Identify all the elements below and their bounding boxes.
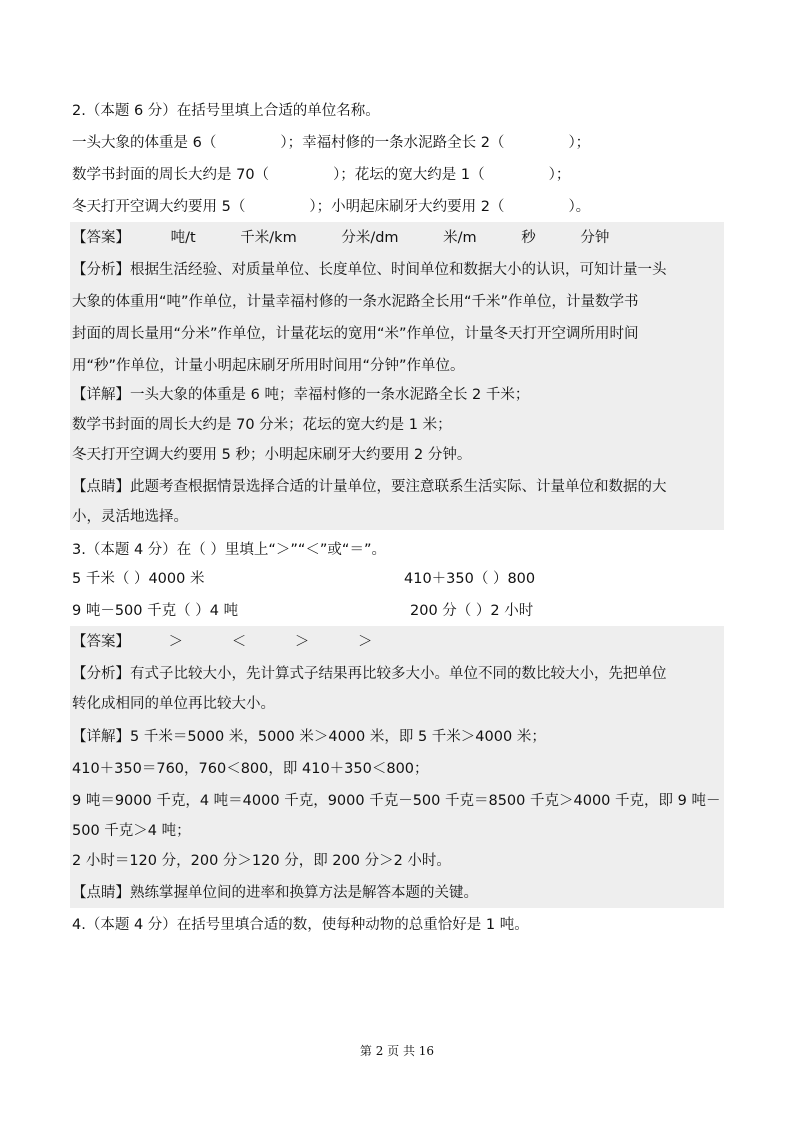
q3-detail-line: 【详解】5 千米＝5000 米，5000 米＞4000 米，即 5 千米＞4000 米； (72, 729, 546, 745)
q2-analysis-line: 大象的体重用“吨”作单位，计量幸福村修的一条水泥路全长用“千米”作单位，计量数学书 (72, 294, 639, 310)
q2-comment-line: 【点睛】此题考查根据情景选择合适的计量单位，要注意联系生活实际、计量单位和数据的大 (72, 479, 667, 495)
q2-analysis-line: 【分析】根据生活经验、对质量单位、长度单位、时间单位和数据大小的认识，可知计量一头 (72, 262, 667, 278)
q2-detail-line: 数学书封面的周长大约是 70 分米；花坛的宽大约是 1 米； (72, 417, 452, 433)
answer-item: ＞ (168, 634, 184, 650)
q2-comment-line: 小，灵活地选择。 (72, 509, 188, 525)
q3-stem: 3.（本题 4 分）在（ ）里填上“＞”“＜”或“＝”。 (72, 542, 386, 558)
answer-label: 【答案】 (72, 230, 130, 246)
q2-text: 数学书封面的周长大约是 70（ (72, 167, 270, 183)
answer-item: 秒 (521, 230, 536, 246)
q3-row-1-right: 410＋350（ ）800 (404, 571, 536, 587)
answer-item: ＞ (357, 634, 373, 650)
q2-text: ）；花坛的宽大约是 1（ (333, 167, 485, 183)
q3-row-1-left: 5 千米（ ）4000 米 (72, 571, 205, 587)
q2-analysis-line: 用“秒”作单位，计量小明起床刷牙所用时间用“分钟”作单位。 (72, 358, 465, 374)
q2-answer-line (72, 223, 609, 253)
answer-item: 分米/dm (341, 230, 399, 246)
q2-analysis-line: 封面的周长量用“分米”作单位，计量花坛的宽用“米”作单位，计量冬天打开空调所用时间 (72, 326, 639, 342)
q2-detail-line: 冬天打开空调大约要用 5 秒；小明起床刷牙大约要用 2 分钟。 (72, 447, 472, 463)
answer-item: 米/m (443, 230, 477, 246)
answer-item: 千米/km (240, 230, 297, 246)
q3-analysis-line: 转化成相同的单位再比较大小。 (72, 696, 275, 712)
q3-detail-line: 9 吨＝9000 千克，4 吨＝4000 千克，9000 千克－500 千克＝8500 千克＞4000 千克，即 9 吨－ (72, 793, 721, 809)
answer-label: 【答案】 (72, 634, 130, 650)
q3-row-2-right: 200 分（ ）2 小时 (410, 603, 534, 619)
answer-item: 吨/t (170, 230, 196, 246)
q2-text: ）；幸福村修的一条水泥路全长 2（ (280, 135, 505, 151)
q3-detail-line: 500 千克＞4 吨； (72, 823, 191, 839)
answer-item: ＜ (231, 634, 247, 650)
q2-detail-line: 【详解】一头大象的体重是 6 吨；幸福村修的一条水泥路全长 2 千米； (72, 387, 530, 403)
q2-text: 一头大象的体重是 6（ (72, 135, 217, 151)
q2-stem: 2.（本题 6 分）在括号里填上合适的单位名称。 (72, 103, 380, 119)
q3-analysis-line: 【分析】有式子比较大小，先计算式子结果再比较多大小。单位不同的数比较大小，先把单位 (72, 666, 667, 682)
q2-text: 冬天打开空调大约要用 5（ (72, 199, 246, 215)
page-footer: 第 2 页 共 16 (359, 1044, 435, 1058)
q3-row-2-left: 9 吨－500 千克（ ）4 吨 (72, 603, 239, 619)
q3-detail-line: 2 小时＝120 分，200 分＞120 分，即 200 分＞2 小时。 (72, 853, 451, 869)
q3-detail-line: 410＋350＝760，760＜800，即 410＋350＜800； (72, 761, 429, 777)
q2-text: ）；小明起床刷牙大约要用 2（ (309, 199, 505, 215)
q2-text: ）； (548, 167, 571, 183)
answer-item: 分钟 (580, 230, 610, 246)
q3-answer-line (72, 627, 372, 657)
answer-item: ＞ (294, 634, 310, 650)
q2-line-3 (72, 192, 590, 222)
q2-line-1 (72, 128, 590, 158)
q2-line-2 (72, 160, 570, 190)
q2-text: ）； (568, 135, 591, 151)
q4-stem: 4.（本题 4 分）在括号里填合适的数，使每种动物的总重恰好是 1 吨。 (72, 917, 529, 933)
q2-text: ）。 (568, 199, 591, 215)
q3-comment-line: 【点睛】熟练掌握单位间的进率和换算方法是解答本题的关键。 (72, 885, 478, 901)
